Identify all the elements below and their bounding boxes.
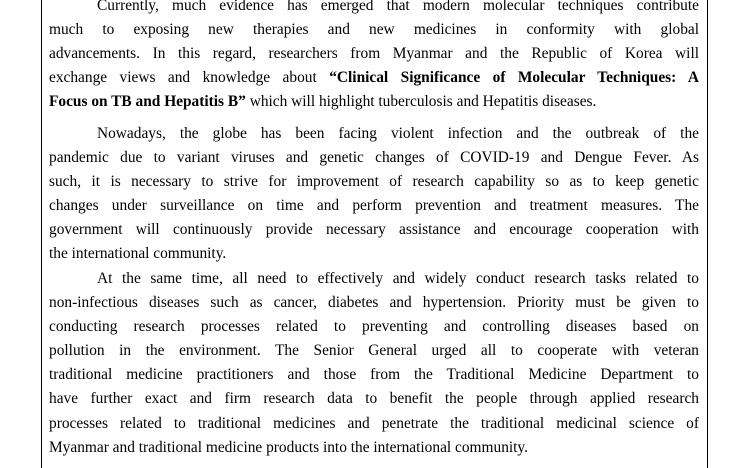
paragraph-pandemic xyxy=(49,122,699,267)
text-line: government will continuously provide necessary assistance and encourage cooperation with xyxy=(49,221,699,239)
text-line: Nowadays, the globe has been facing violent infection and the outbreak of the xyxy=(97,125,699,142)
text-line: changes under surveillance on time and perform prevention and treatment measures. The xyxy=(49,197,699,215)
text-run: exchange views and knowledge about xyxy=(49,69,330,87)
text-line: the international community. xyxy=(49,245,227,263)
text-line: have further exact and firm research data to benefit the people through applied research xyxy=(49,390,699,408)
text-line: much to exposing new therapies and new medicines in conformity with global xyxy=(49,21,699,39)
text-line: Myanmar and traditional medicine products into the international community. xyxy=(49,438,528,456)
text-line: conducting research processes related to preventing and controlling diseases based on xyxy=(49,318,699,336)
text-line: non-infectious diseases such as cancer, diabetes and hypertension. Priority must be given to xyxy=(49,294,699,312)
paragraph-molecular-techniques xyxy=(49,0,699,114)
text-line xyxy=(49,66,699,90)
text-line: Currently, much evidence has emerged that modern molecular techniques contribute xyxy=(97,0,699,14)
text-line: traditional medicine practitioners and those from the Traditional Medicine Department to xyxy=(49,366,699,384)
text-line xyxy=(49,90,699,114)
text-run: which will highlight tuberculosis and Hepatitis diseases. xyxy=(245,93,597,111)
bold-title-part-1: “Clinical Significance of Molecular Techniques: A xyxy=(329,69,699,87)
text-line: processes related to traditional medicines and penetrate the traditional medicinal science of xyxy=(49,414,699,432)
paragraph-non-infectious-diseases xyxy=(49,267,699,460)
text-line: pandemic due to variant viruses and genetic changes of COVID-19 and Dengue Fever. As xyxy=(49,149,699,167)
bold-title-part-2: Focus on TB and Hepatitis B” xyxy=(49,93,246,111)
text-line: such, it is necessary to strive for improvement of research capability so as to keep genetic xyxy=(49,173,699,191)
text-line: advancements. In this regard, researchers from Myanmar and the Republic of Korea will xyxy=(49,45,699,63)
text-line: At the same time, all need to effectively and widely conduct research tasks related to xyxy=(97,270,699,287)
text-line: pollution in the environment. The Senior General urged all to cooperate with veteran xyxy=(49,342,699,360)
